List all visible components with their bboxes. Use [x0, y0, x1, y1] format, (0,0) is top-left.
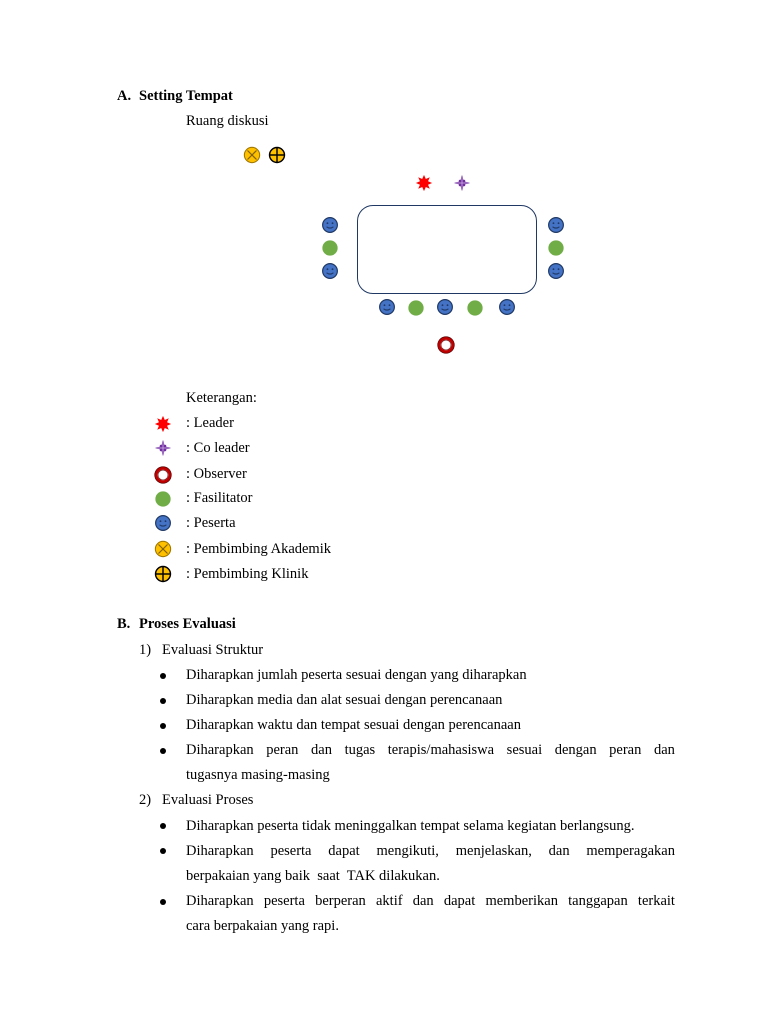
list-item: Diharapkan peserta tidak meninggalkan tempat selama kegiatan berlangsung.: [186, 818, 635, 834]
list-item-continuation: berpakaian yang baik saat TAK dilakukan.: [186, 868, 440, 884]
peserta-icon: [498, 298, 516, 316]
legend-co-leader: : Co leader: [186, 440, 250, 456]
room-label: Ruang diskusi: [186, 113, 269, 129]
leader-icon: [415, 174, 433, 192]
section-b-title: Proses Evaluasi: [139, 616, 236, 632]
co-leader-icon: [453, 174, 471, 192]
peserta-icon: [321, 262, 339, 280]
bullet: [160, 698, 166, 704]
pembimbing-akademik-icon: [154, 540, 172, 558]
peserta-icon: [547, 262, 565, 280]
legend-pembimbing-klinik: : Pembimbing Klinik: [186, 566, 309, 582]
list-item-continuation: tugasnya masing-masing: [186, 767, 330, 783]
list-item: Diharapkan waktu dan tempat sesuai dengan perencanaan: [186, 717, 521, 733]
leader-icon: [154, 415, 172, 433]
fasilitator-icon: [407, 299, 425, 317]
sub2-title: Evaluasi Proses: [162, 792, 254, 808]
section-b-number: B.: [117, 616, 131, 632]
peserta-icon: [321, 216, 339, 234]
list-item: Diharapkan peserta dapat mengikuti, menjelaskan, dan memperagakan: [186, 843, 675, 859]
fasilitator-icon: [321, 239, 339, 257]
list-item: Diharapkan peran dan tugas terapis/mahasiswa sesuai dengan peran dan: [186, 742, 675, 758]
bullet: [160, 673, 166, 679]
peserta-icon: [547, 216, 565, 234]
discussion-table: [357, 205, 537, 294]
section-a-number: A.: [117, 88, 132, 104]
section-a-title: Setting Tempat: [139, 88, 233, 104]
fasilitator-icon: [154, 490, 172, 508]
list-item: Diharapkan peserta berperan aktif dan dapat memberikan tanggapan terkait: [186, 893, 675, 909]
bullet: [160, 823, 166, 829]
peserta-icon: [154, 514, 172, 532]
observer-icon: [154, 466, 172, 484]
legend-peserta: : Peserta: [186, 515, 236, 531]
list-item: Diharapkan jumlah peserta sesuai dengan yang diharapkan: [186, 667, 527, 683]
pembimbing-akademik-icon: [243, 146, 261, 164]
co-leader-icon: [154, 439, 172, 457]
list-item: Diharapkan media dan alat sesuai dengan perencanaan: [186, 692, 503, 708]
legend-observer: : Observer: [186, 466, 247, 482]
sub2-number: 2): [139, 792, 152, 808]
sub1-title: Evaluasi Struktur: [162, 642, 264, 658]
bullet: [160, 899, 166, 905]
bullet: [160, 848, 166, 854]
legend-leader: : Leader: [186, 415, 234, 431]
observer-icon: [437, 336, 455, 354]
pembimbing-klinik-icon: [268, 146, 286, 164]
bullet: [160, 723, 166, 729]
fasilitator-icon: [547, 239, 565, 257]
sub1-number: 1): [139, 642, 152, 658]
peserta-icon: [378, 298, 396, 316]
legend-pembimbing-akademik: : Pembimbing Akademik: [186, 541, 331, 557]
list-item-continuation: cara berpakaian yang rapi.: [186, 918, 339, 934]
pembimbing-klinik-icon: [154, 565, 172, 583]
bullet: [160, 748, 166, 754]
legend-fasilitator: : Fasilitator: [186, 490, 253, 506]
legend-title: Keterangan:: [186, 390, 257, 406]
fasilitator-icon: [466, 299, 484, 317]
peserta-icon: [436, 298, 454, 316]
